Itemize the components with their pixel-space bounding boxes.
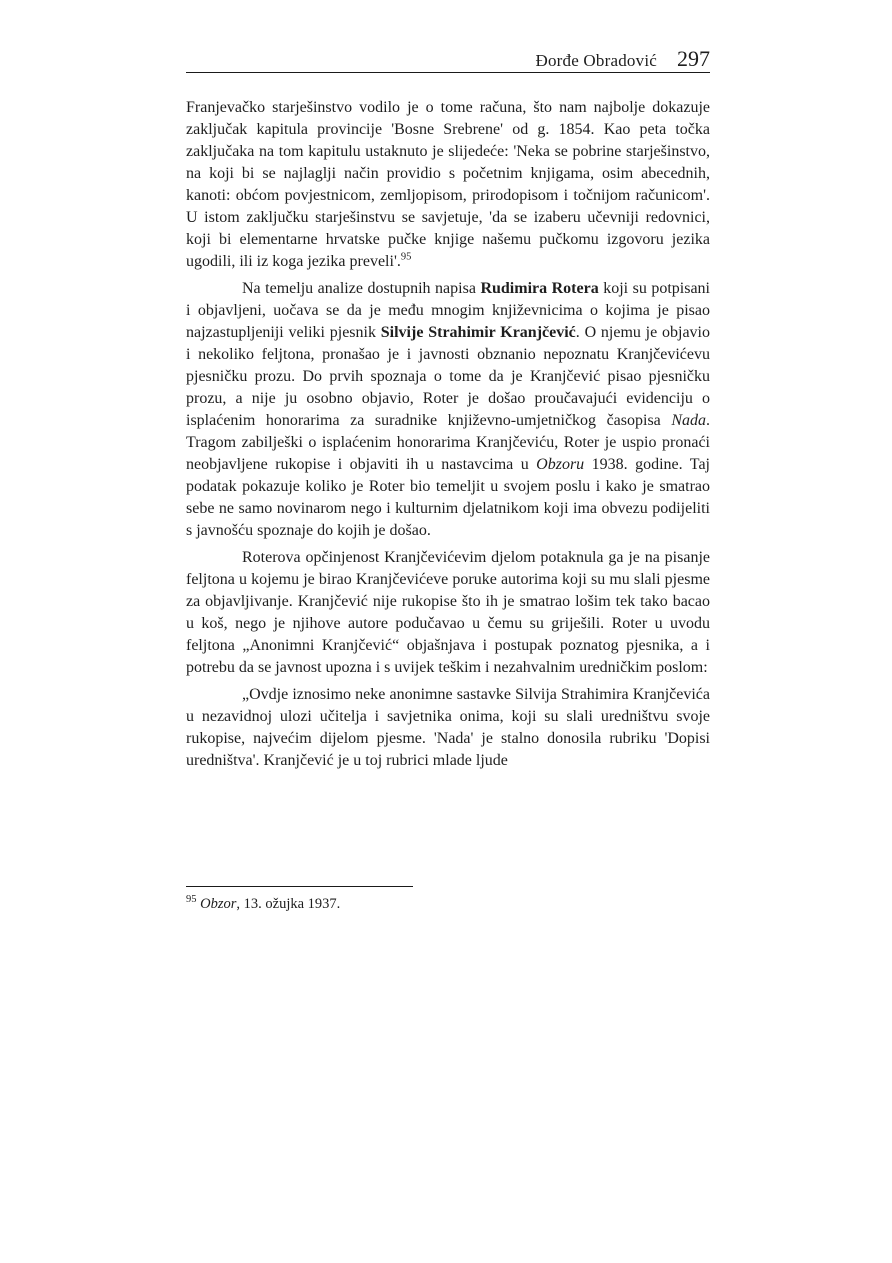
header-rule <box>186 72 710 73</box>
footnote-rule <box>186 886 413 887</box>
text-run: 95 <box>186 894 197 906</box>
text-run: Obzor <box>200 896 237 912</box>
text-run: Obzoru <box>536 456 585 473</box>
text-run: 1938. godine. Taj podatak pokazuje koliko je Roter bio temeljit u svojem poslu i kako je smatrao sebe ne samo novinarom nego i kulturnim djelatnikom koji ima obvezu podijeliti s javnošću spoznaje do kojih je došao. <box>186 456 710 539</box>
page-body <box>186 97 710 772</box>
text-run: Roterova opčinjenost Kranjčevićevim djelom potaknula ga je na pisanje feljtona u kojemu je birao Kranjčevićeve poruke autorima koji su mu slali pjesme za objavljivanje. Kranjčević nije rukopise što ih je smatrao lošim tek tako bacao u koš, nego je njihove autore podučavao u čemu su griješili. Roter u uvodu feljtona „Anonimni Kranjčević“ objašnjava i postupak poznatog pjesnika, a i potrebu da se javnost upozna i s uvijek teškim i nezahvalnim uredničkim poslom: <box>186 549 710 676</box>
text-run: 95 <box>400 251 412 263</box>
paragraph-1 <box>186 97 710 273</box>
text-run: . O njemu je objavio i nekoliko feljtona, pronašao je i javnosti obznanio nepoznatu Kranjčevićevu pjesničku prozu. Do prvih spoznaja o tome da je Kranjčević pisao pjesničku prozu, a nije ju osobno objavio, Roter je došao proučavajući evidenciju o isplaćenim honorarima za suradnike književno-umjetničkog časopisa <box>186 324 710 429</box>
text-run: , 13. ožujka 1937. <box>236 896 341 912</box>
paragraph-3 <box>186 547 710 679</box>
text-run: Na temelju analize dostupnih napisa <box>242 280 481 297</box>
text-run: Nada <box>671 412 706 429</box>
text-run: Franjevačko starješinstvo vodilo je o tome računa, što nam najbolje dokazuje zaključak kapitula provincije 'Bosne Srebrene' od g. 1854. Kao peta točka zaključaka na tom kapitulu ustaknuto je slijedeće: 'Neka se pobrine starješinstvo, na koji bi se najlaglji način providio s početnim knjigama, osim abecednih, kanoti: obćom povjestnicom, zemljopisom, prirodopisom i točnijom računicom'. U istom zaključku starješinstvu se savjetuje, 'da se izaberu učevniji redovnici, koji bi elementarne hrvatske pučke knjige našemu pučkomu izgovoru jezika ugodili, ili iz koga jezika preveli'. <box>186 99 710 270</box>
paragraph-2 <box>186 278 710 542</box>
page-number: 297 <box>677 46 710 71</box>
text-run: Rudimira Rotera <box>480 280 599 297</box>
footnote-95 <box>186 895 710 914</box>
text-run: . Tragom zabilješki o isplaćenim honorarima Kranjčeviću, Roter je uspio pronaći neobjavljene rukopise i objaviti ih u nastavcima u <box>186 412 710 473</box>
text-run: koji su potpisani i objavljeni, uočava se da je među mnogim književnicima o kojima je pisao najzastupljeniji veliki pjesnik <box>186 280 711 341</box>
running-head-author: Đorđe Obradović <box>535 51 657 70</box>
text-run: „Ovdje iznosimo neke anonimne sastavke Silvija Strahimira Kranjčevića u nezavidnoj ulozi učitelja i savjetnika onima, koji su slali uredništvu svoje rukopise, najvećim dijelom pjesme. 'Nada' je stalno donosila rubriku 'Dopisi uredništva'. Kranjčević je u toj rubrici mlade ljude <box>186 686 710 769</box>
running-header <box>186 46 710 72</box>
footnote-area <box>186 886 710 914</box>
paragraph-4 <box>186 684 710 772</box>
text-run: Silvije Strahimir Kranjčević <box>380 324 576 341</box>
